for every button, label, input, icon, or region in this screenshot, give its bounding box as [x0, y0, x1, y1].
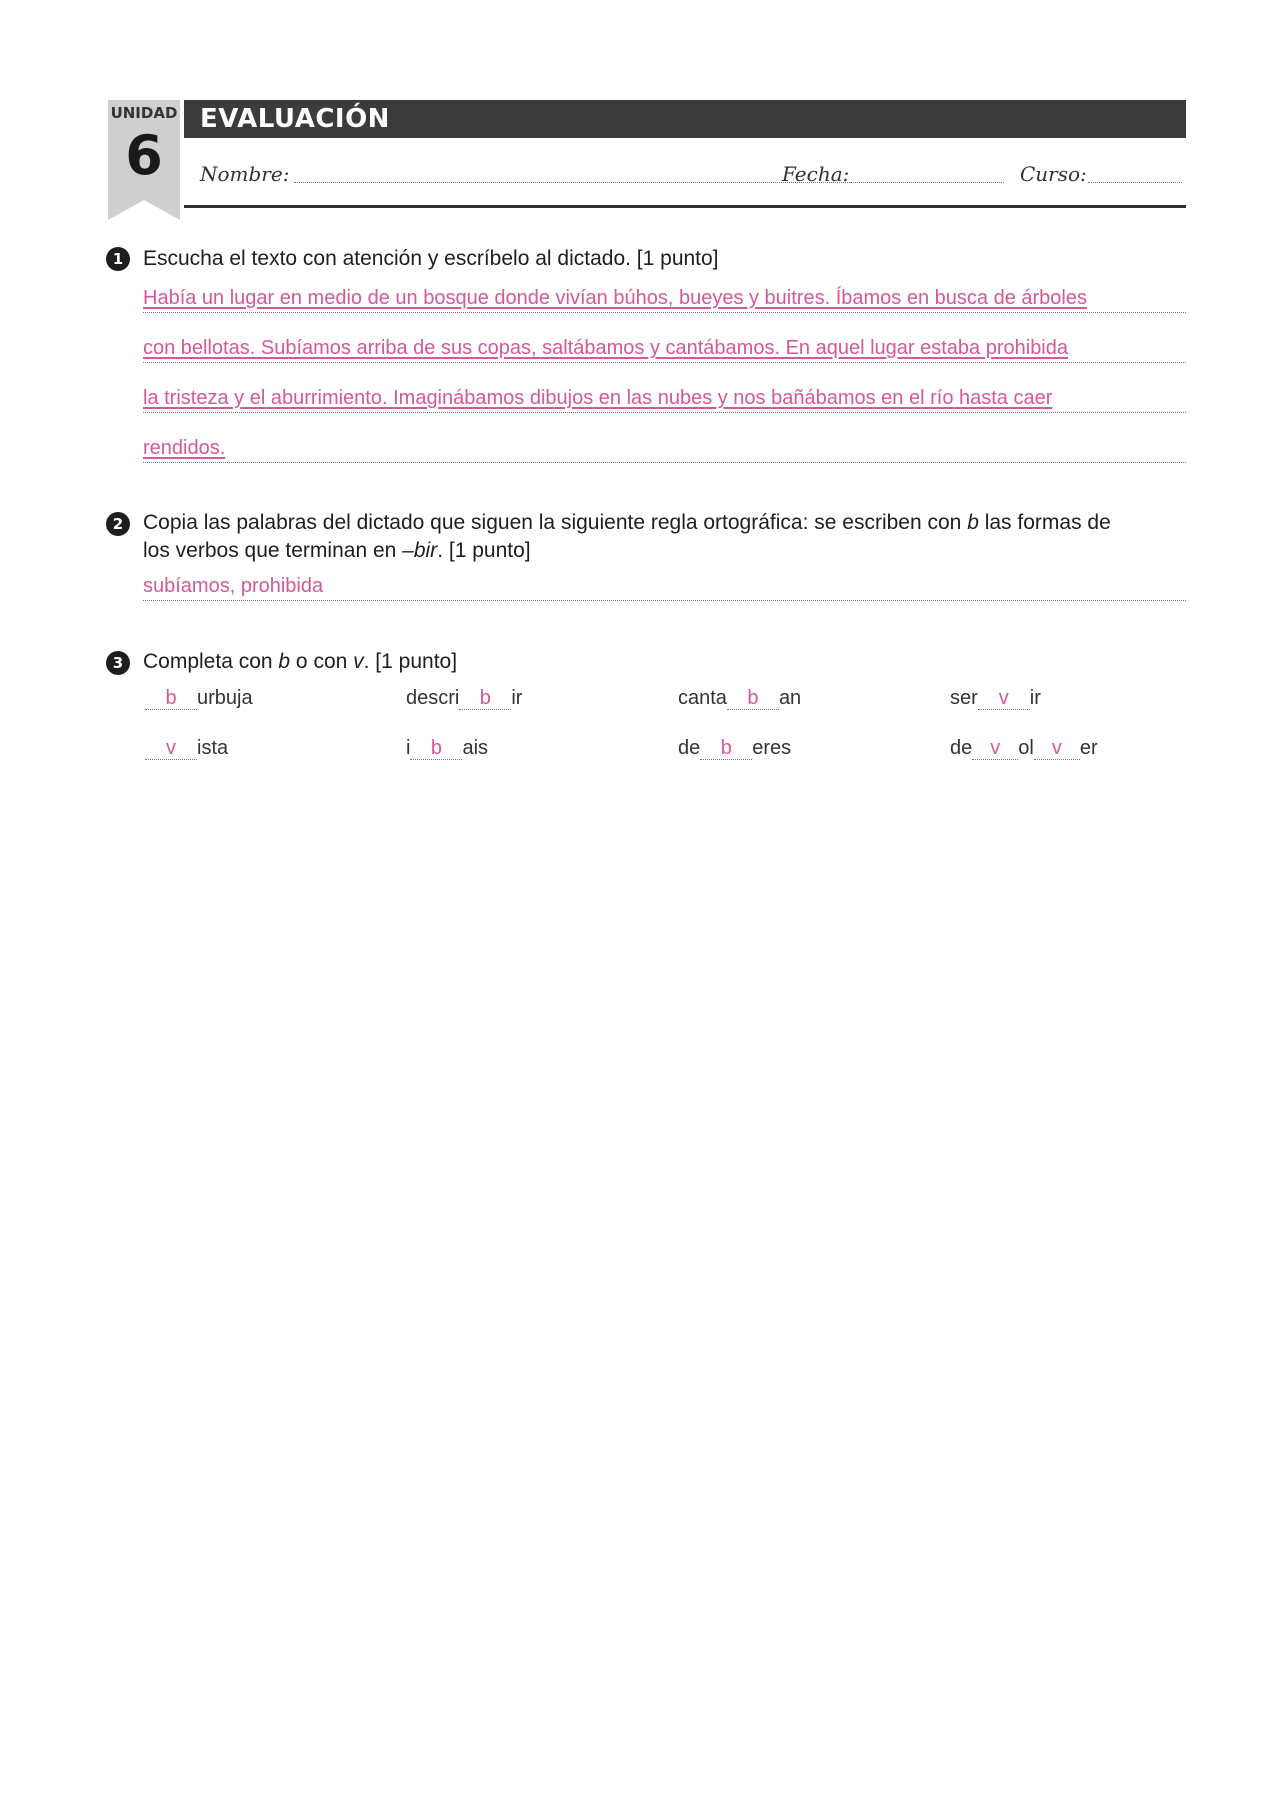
word-item-8-start: de	[950, 737, 973, 759]
question-1-prompt: Escucha el texto con atención y escríbelo al dictado. [1 punto]	[143, 247, 719, 270]
question-1-answer-line-1[interactable]	[143, 278, 1186, 313]
word-item-1	[145, 687, 253, 710]
word-item-7	[678, 737, 791, 760]
unit-tab	[108, 100, 180, 220]
question-1-answer-text-2: con bellotas. Subíamos arriba de sus copas, saltábamos y cantábamos. En aquel lugar estaba prohibida	[143, 337, 1068, 359]
question-2-answer-line[interactable]	[143, 566, 1186, 601]
question-2-number: 2	[106, 512, 130, 536]
word-item-8-blank-2[interactable]: v	[1034, 737, 1080, 760]
question-2-prompt-text-d: . [1 punto]	[437, 539, 531, 562]
word-item-4-blank[interactable]: v	[978, 687, 1030, 710]
question-3-prompt-text-b: o con	[290, 650, 354, 673]
question-2-prompt-text-a: Copia las palabras del dictado que siguen la siguiente regla ortográfica: se escriben con	[143, 511, 968, 534]
question-3-prompt-text-c: . [1 punto]	[363, 650, 458, 673]
question-3-number: 3	[106, 651, 130, 675]
word-item-4-start: ser	[950, 687, 978, 709]
word-item-4	[950, 687, 1041, 710]
word-item-2-start: descri	[406, 687, 460, 709]
course-field[interactable]	[1088, 182, 1182, 183]
word-item-8	[950, 737, 1098, 760]
word-item-7-start: de	[678, 737, 701, 759]
word-item-6-blank[interactable]: b	[410, 737, 462, 760]
date-label: Fecha:	[782, 162, 850, 186]
word-item-6-ending: ais	[462, 737, 489, 759]
question-2-answer-text: subíamos, prohibida	[143, 575, 324, 597]
unit-number: 6	[125, 124, 163, 187]
date-field[interactable]	[850, 182, 1004, 183]
word-item-2-ending: ir	[511, 687, 523, 709]
page-title: EVALUACIÓN	[200, 104, 390, 134]
word-item-6	[406, 737, 488, 760]
question-2-prompt-text-b: las formas de	[978, 511, 1111, 534]
question-3-prompt-text-a: Completa con	[143, 650, 279, 673]
word-item-6-start: i	[406, 737, 411, 759]
word-item-5	[145, 737, 228, 760]
word-item-8-blank-1[interactable]: v	[972, 737, 1018, 760]
question-3-prompt	[143, 648, 457, 676]
word-item-4-ending: ir	[1029, 687, 1041, 709]
question-3-prompt-b: b	[278, 650, 291, 673]
word-item-5-ending: ista	[197, 737, 229, 759]
header-divider	[184, 205, 1186, 208]
title-bar	[184, 100, 1186, 138]
word-item-3-start: canta	[678, 687, 727, 709]
question-1-answer-line-3[interactable]	[143, 378, 1186, 413]
question-1-answer-text-1: Había un lugar en medio de un bosque donde vivían búhos, bueyes y buitres. Íbamos en busca de árboles	[143, 287, 1087, 309]
question-2-prompt-bir: –bir	[402, 539, 438, 562]
word-item-5-blank[interactable]: v	[145, 737, 197, 760]
word-item-1-ending: urbuja	[197, 687, 253, 709]
question-2-prompt-line-2	[143, 537, 531, 565]
question-1-answer-line-4[interactable]	[143, 428, 1186, 463]
question-2-prompt-line-1	[143, 509, 1111, 537]
word-item-7-ending: eres	[752, 737, 792, 759]
word-item-1-blank[interactable]: b	[145, 687, 197, 710]
question-1-answer-line-2[interactable]	[143, 328, 1186, 363]
word-item-2-blank[interactable]: b	[459, 687, 511, 710]
unit-label: UNIDAD	[110, 104, 178, 122]
word-item-3-blank[interactable]: b	[727, 687, 779, 710]
question-2-prompt-b: b	[967, 511, 979, 534]
name-label: Nombre:	[200, 162, 290, 186]
question-1-answer-text-3: la tristeza y el aburrimiento. Imaginábamos dibujos en las nubes y nos bañábamos en el río hasta caer	[143, 387, 1053, 409]
student-fields	[184, 158, 1186, 194]
question-2-prompt-text-c: los verbos que terminan en	[143, 539, 403, 562]
word-item-3-ending: an	[778, 687, 802, 709]
course-label: Curso:	[1020, 162, 1087, 186]
word-item-3	[678, 687, 801, 710]
question-1-answer-text-4: rendidos.	[143, 437, 226, 459]
word-item-8-middle: ol	[1018, 737, 1034, 759]
question-1-number: 1	[106, 247, 130, 271]
word-item-8-ending: er	[1079, 737, 1098, 759]
question-3-prompt-v: v	[353, 650, 364, 673]
word-item-2	[406, 687, 522, 710]
word-item-7-blank[interactable]: b	[700, 737, 752, 760]
